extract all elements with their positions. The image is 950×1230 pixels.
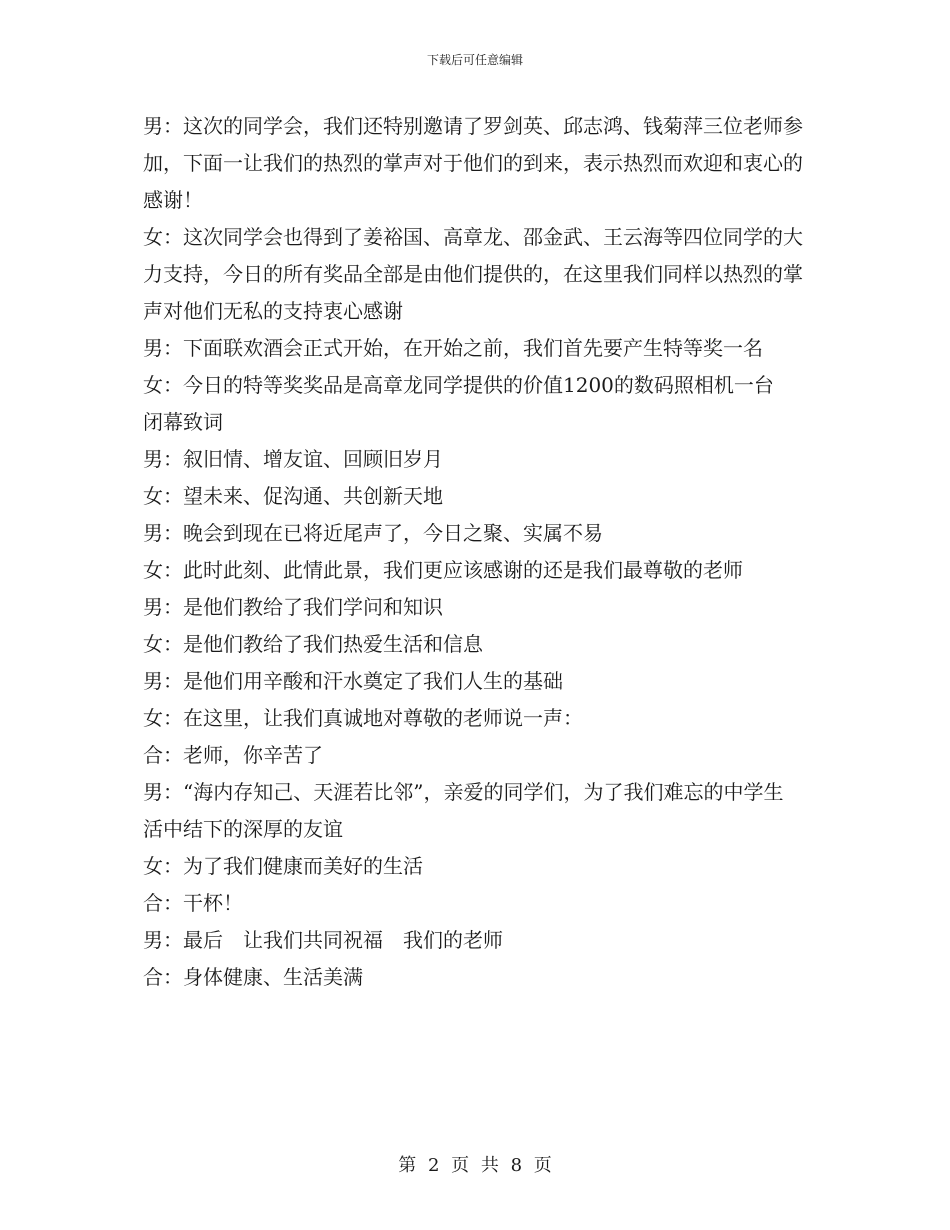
- paragraph: 合：老师，你辛苦了: [143, 743, 323, 767]
- paragraph: 女：望未来、促沟通、共创新天地: [143, 484, 443, 508]
- document-body: [143, 108, 803, 996]
- page-number: 第 2 页 共 8 页: [398, 1155, 552, 1176]
- paragraph: 男：最后 让我们共同祝福 我们的老师: [143, 928, 503, 952]
- paragraph: 女：是他们教给了我们热爱生活和信息: [143, 632, 483, 656]
- paragraph: 男：“海内存知己、天涯若比邻”，亲爱的同学们，为了我们难忘的中学生活中结下的深厚的友谊: [143, 780, 784, 841]
- paragraph: 合：身体健康、生活美满: [143, 965, 363, 989]
- paragraph: 女：今日的特等奖奖品是高章龙同学提供的价值1200的数码照相机一台: [143, 373, 774, 397]
- page-header: 下载后可任意编辑: [426, 53, 523, 67]
- paragraph: 男：是他们教给了我们学问和知识: [143, 595, 443, 619]
- paragraph: 女：这次同学会也得到了姜裕国、高章龙、邵金武、王云海等四位同学的大力支持，今日的所有奖品全部是由他们提供的，在这里我们同样以热烈的掌声对他们无私的支持衷心感谢: [143, 225, 803, 323]
- paragraph: 男：这次的同学会，我们还特别邀请了罗剑英、邱志鸿、钱菊萍三位老师参加，下面一让我们的热烈的掌声对于他们的到来，表示热烈而欢迎和衷心的感谢！: [143, 114, 803, 212]
- paragraph: 女：为了我们健康而美好的生活: [143, 854, 423, 878]
- section-heading: 闭幕致词: [143, 410, 223, 434]
- paragraph: 女：在这里，让我们真诚地对尊敬的老师说一声：: [143, 706, 583, 730]
- paragraph: 男：叙旧情、增友谊、回顾旧岁月: [143, 447, 443, 471]
- paragraph: 男：晚会到现在已将近尾声了，今日之聚、实属不易: [143, 521, 603, 545]
- paragraph: 合：干杯！: [143, 891, 243, 915]
- paragraph: 女：此时此刻、此情此景，我们更应该感谢的还是我们最尊敬的老师: [143, 558, 743, 582]
- paragraph: 男：下面联欢酒会正式开始，在开始之前，我们首先要产生特等奖一名: [143, 336, 763, 360]
- paragraph: 男：是他们用辛酸和汗水奠定了我们人生的基础: [143, 669, 563, 693]
